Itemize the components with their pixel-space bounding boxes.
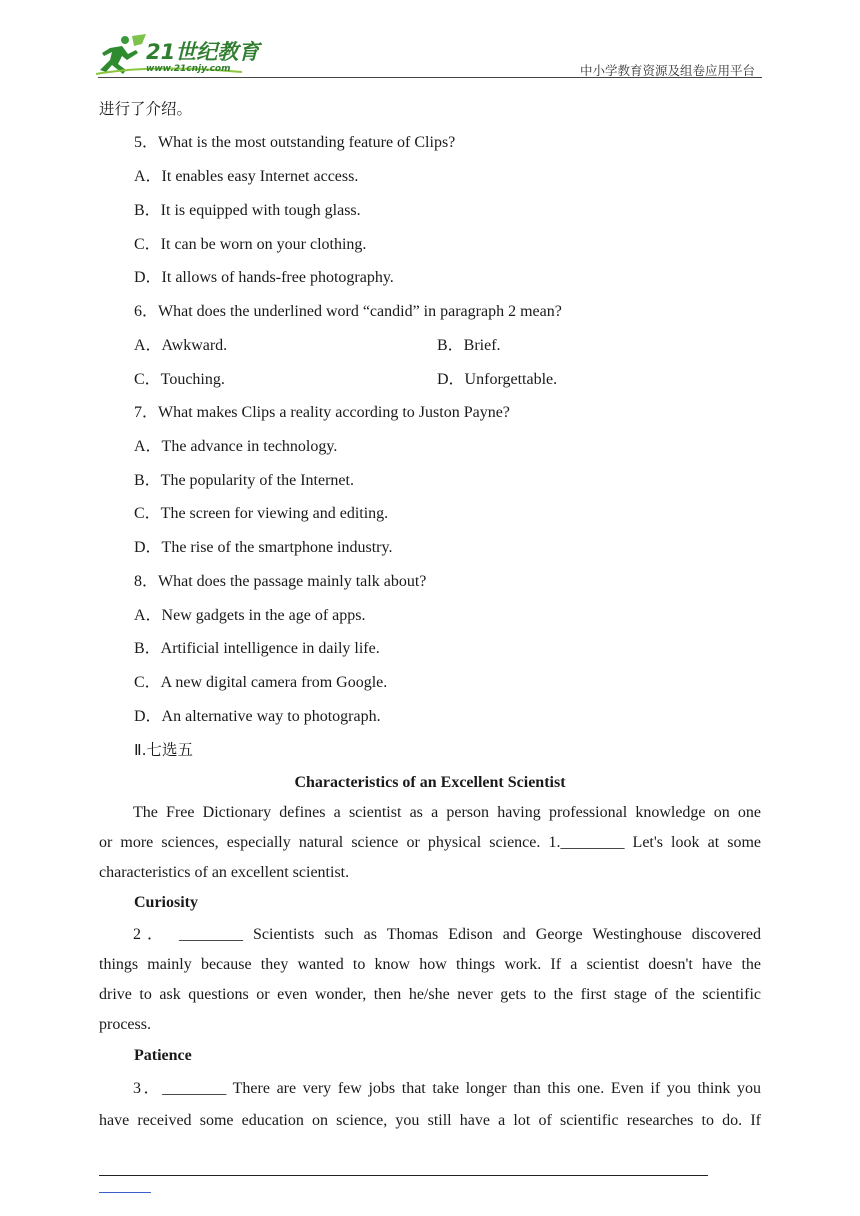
passage-paragraph-2 (99, 920, 761, 1040)
header-platform-name: 中小学教育资源及组卷应用平台 (579, 63, 755, 78)
section-heading: Ⅱ.七选五 (134, 741, 194, 759)
option: A．The advance in technology. (134, 438, 338, 455)
paragraph-line: 3．________ There are very few jobs that take longer than this one. Even if you think you (133, 1080, 761, 1097)
footer-divider (99, 1175, 708, 1176)
option: D．It allows of hands-free photography. (134, 269, 394, 286)
option: D．An alternative way to photograph. (134, 708, 381, 725)
paragraph-line: things mainly because they wanted to know how things work. If a scientist doesn't have the (99, 956, 761, 973)
question-stem: 8．What does the passage mainly talk about? (134, 573, 427, 590)
option: B．Brief. (437, 337, 501, 354)
paragraph-line: process. (99, 1016, 151, 1033)
passage-paragraph-3 (99, 1073, 761, 1137)
paragraph-line: characteristics of an excellent scientist. (99, 864, 350, 881)
passage-title: Characteristics of an Excellent Scientist (294, 774, 566, 791)
option: A．It enables easy Internet access. (134, 168, 359, 185)
paragraph-line: The Free Dictionary defines a scientist as a person having professional knowledge on one (133, 804, 761, 821)
question-stem: 5．What is the most outstanding feature of Clips? (134, 134, 456, 151)
option: D．Unforgettable. (437, 371, 558, 388)
option: B．Artificial intelligence in daily life. (134, 640, 380, 657)
option: C．The screen for viewing and editing. (134, 505, 389, 522)
subheading-curiosity: Curiosity (134, 894, 198, 911)
header-divider (98, 77, 762, 78)
option: D．The rise of the smartphone industry. (134, 539, 393, 556)
passage-paragraph-1 (99, 798, 761, 888)
option: C．Touching. (134, 371, 225, 388)
option: C．It can be worn on your clothing. (134, 236, 367, 253)
runner-icon (100, 34, 146, 74)
option: B．It is equipped with tough glass. (134, 202, 361, 219)
option: C．A new digital camera from Google. (134, 674, 388, 691)
paragraph-line: drive to ask questions or even wonder, then he/she never gets to the first stage of the scientific (99, 986, 761, 1003)
option: A．Awkward. (134, 337, 228, 354)
option: B．The popularity of the Internet. (134, 472, 354, 489)
option: A．New gadgets in the age of apps. (134, 607, 366, 624)
intro-tail: 进行了介绍。 (99, 100, 193, 118)
footer-link-mark[interactable] (99, 1192, 151, 1193)
question-stem: 6．What does the underlined word “candid” in paragraph 2 mean? (134, 303, 562, 320)
paragraph-line: 2． ________ Scientists such as Thomas Edison and George Westinghouse discovered (133, 926, 761, 943)
paragraph-line: or more sciences, especially natural science or physical science. 1.________ Let's look at some (99, 834, 761, 851)
logo-text: 21世纪教育 (146, 40, 260, 64)
subheading-patience: Patience (134, 1047, 192, 1064)
question-stem: 7．What makes Clips a reality according to Juston Payne? (134, 404, 510, 421)
logo-url: www.21cnjy.com (146, 64, 231, 74)
paragraph-line: have received some education on science, you still have a lot of scientific researches to do. If (99, 1112, 761, 1129)
